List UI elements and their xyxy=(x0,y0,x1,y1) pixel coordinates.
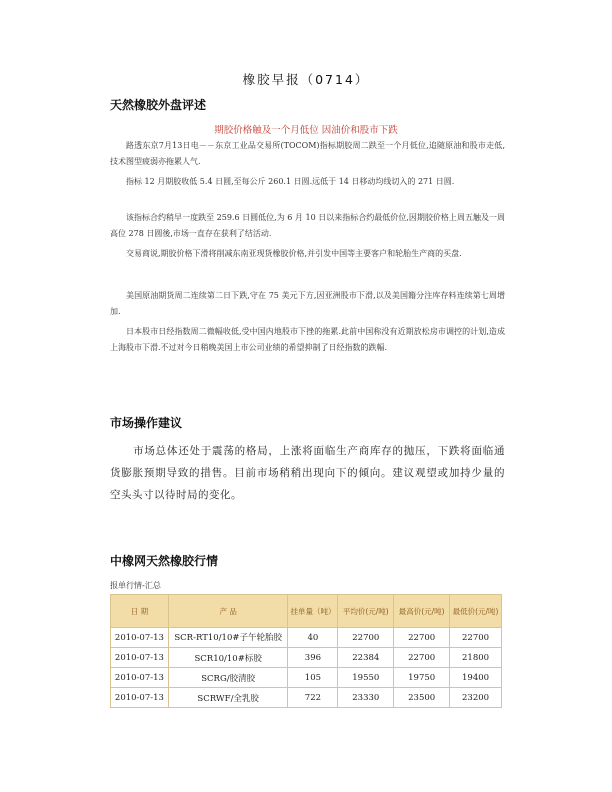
cell-product: SCR10/10#标胶 xyxy=(168,648,288,668)
section-heading-market-review: 天然橡胶外盘评述 xyxy=(110,98,207,112)
document-title: 橡胶早报（0714） xyxy=(242,72,370,87)
column-header-date: 日 期 xyxy=(111,595,169,628)
cell-volume: 40 xyxy=(288,628,338,648)
cell-product: SCRWF/全乳胶 xyxy=(168,688,288,708)
cell-avg-price: 19550 xyxy=(338,668,394,688)
cell-avg-price: 23330 xyxy=(338,688,394,708)
cell-avg-price: 22700 xyxy=(338,628,394,648)
cell-low-price: 21800 xyxy=(450,648,502,668)
paragraph-2: 指标 12 月期胶收低 5.4 日圆,至每公斤 260.1 日圆.远低于 14 日移动均线切入的 271 日圆. xyxy=(126,177,455,186)
column-header-volume: 挂单量（吨） xyxy=(288,595,338,628)
paragraph-5: 美国原油期货周二连续第二日下跌,守在 75 美元下方,因亚洲股市下滑,以及美国籍分注库存料连续第七周增加. xyxy=(110,291,505,316)
quotes-table xyxy=(110,594,502,708)
paragraph-1: 路透东京7月13日电－－东京工业品交易所(TOCOM)指标期胶周二跌至一个月低位,追随原油和股市走低,技术图型疲弱亦拖累人气. xyxy=(110,141,505,166)
cell-volume: 105 xyxy=(288,668,338,688)
cell-high-price: 22700 xyxy=(394,628,450,648)
section-heading-quotes: 中橡网天然橡胶行情 xyxy=(110,554,219,568)
cell-volume: 722 xyxy=(288,688,338,708)
paragraph-6: 日本股市日经指数周二微幅收低,受中国内地股市下挫的拖累.此前中国称没有近期放松房市调控的计划,造成上海股市下滑.不过对今日稍晚美国上市公司业绩的希望抑制了日经指数的跌幅. xyxy=(110,327,505,352)
cell-high-price: 23500 xyxy=(394,688,450,708)
table-row xyxy=(111,628,502,648)
column-header-low-price: 最低价(元/吨) xyxy=(450,595,502,628)
cell-date: 2010-07-13 xyxy=(111,688,169,708)
paragraph-4: 交易商说,期胶价格下滑将削减东南亚现货橡胶价格,并引发中国等主要客户和轮胎生产商的买盘. xyxy=(126,249,462,258)
cell-date: 2010-07-13 xyxy=(111,668,169,688)
article-title: 期胶价格触及一个月低位 因油价和股市下跌 xyxy=(214,125,398,136)
column-header-high-price: 最高价(元/吨) xyxy=(394,595,450,628)
cell-low-price: 22700 xyxy=(450,628,502,648)
cell-product: SCRG/胶清胶 xyxy=(168,668,288,688)
table-row xyxy=(111,668,502,688)
cell-low-price: 23200 xyxy=(450,688,502,708)
cell-low-price: 19400 xyxy=(450,668,502,688)
cell-high-price: 19750 xyxy=(394,668,450,688)
cell-avg-price: 22384 xyxy=(338,648,394,668)
cell-product: SCR-RT10/10#子午轮胎胶 xyxy=(168,628,288,648)
table-header-row xyxy=(111,595,502,628)
cell-volume: 396 xyxy=(288,648,338,668)
paragraph-3: 该指标合约稍早一度跌至 259.6 日圆低位,为 6 月 10 日以来指标合约最低价位,因期胶价格上周五触及一周高位 278 日圆後,市场一直存在获利了结活动. xyxy=(110,213,505,238)
cell-date: 2010-07-13 xyxy=(111,648,169,668)
column-header-product: 产 品 xyxy=(168,595,288,628)
section-heading-advice: 市场操作建议 xyxy=(110,416,183,430)
table-row xyxy=(111,688,502,708)
advice-paragraph: 市场总体还处于震荡的格局，上涨将面临生产商库存的抛压，下跌将面临通货膨胀预期导致的措售。目前市场稍稍出现向下的倾向。建议观望或加持少量的空头头寸以待时局的变化。 xyxy=(110,445,505,501)
column-header-avg-price: 平均价(元/吨) xyxy=(338,595,394,628)
cell-date: 2010-07-13 xyxy=(111,628,169,648)
table-row xyxy=(111,648,502,668)
table-caption: 报单行情-汇总 xyxy=(110,581,161,590)
cell-high-price: 22700 xyxy=(394,648,450,668)
